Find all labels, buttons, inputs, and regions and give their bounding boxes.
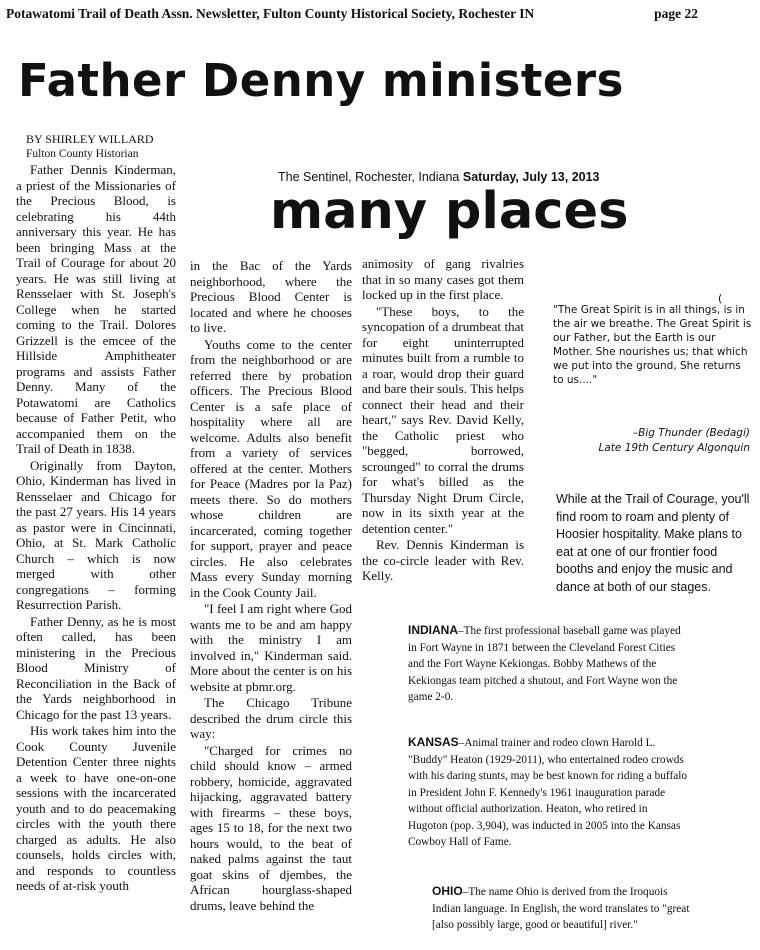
header-text: Potawatomi Trail of Death Assn. Newsletter, Fulton County Historical Society, Rochester IN — [6, 6, 535, 21]
paragraph: Youths come to the center from the neighborhood or are referred there by probation officers. The Precious Blood Center is a safe place of hospitality where all are welcome. Adults also benefit from a variety of services offered at the center. Mothers for Peace (Madres por la Paz) meets there. So do mothers whose children are incarcerated, coming together for support, prayer and peace circles. He also celebrates Mass every Sunday morning in the Cook County Jail. — [190, 336, 352, 600]
quote-attribution — [599, 426, 751, 456]
paragraph: The Chicago Tribune described the drum circle this way: — [190, 695, 352, 741]
headline-line-1: Father Denny ministers — [18, 54, 624, 107]
quote-text: "The Great Spirit is in all things, is in the air we breathe. The Great Spirit is our Father, but the Earth is our Mother. She nourishes us; that which we put into the ground, She returns to us...." — [553, 304, 752, 386]
fact-text: –The first professional baseball game was played in Fort Wayne in 1871 between the Cleveland Forest Cities and the Fort Wayne Kekiongas. Bobby Mathews of the Kekiongas team pitched a shutout, and Fort Wayne won the game 2-0. — [408, 625, 681, 703]
paragraph: Father Dennis Kinderman, a priest of the Missionaries of the Precious Blood, is celebrating his 44th anniversary this year. He has been bringing Mass at the Trail of Courage for about 20 years. He was still living at Rensselaer with St. Joseph's College when he started coming to the Trail. Dolores Grizzell is the emcee of the Hillside Amphitheater programs and assists Father Denny. Many of the Potawatomi are Catholics because of Father Petit, who accompanied them on the Trail of Death in 1838. — [16, 162, 176, 456]
fact-indiana — [408, 622, 688, 706]
fact-state: KANSAS — [408, 735, 459, 749]
byline-role: Fulton County Historian — [26, 148, 139, 160]
paragraph: "These boys, to the syncopation of a drumbeat that for eight uninterrupted minutes built from a rumble to a roar, would drop their guard and bare their souls. This helps connect their head and their heart," says Rev. David Kelly, the Catholic priest who "begged, borrowed, scrounged" to corral the drums for what's billed as the Thursday Night Drum Circle, now in its sixth year at the detention center." — [362, 303, 524, 536]
source-date: Saturday, July 13, 2013 — [462, 170, 600, 184]
paragraph: "Charged for crimes no child should know – armed robbery, homicide, aggravated hijacking, aggravated battery with firearms – these boys, ages 15 to 18, for the next two hours would, to the beat of naked palms against the taut goat skins of djembes, the African hourglass-shaped drums, leave behind the — [190, 742, 352, 913]
quote-author-note: Late 19th Century Algonquin — [598, 442, 750, 454]
fact-state: INDIANA — [408, 623, 458, 637]
fact-kansas — [408, 734, 688, 851]
paragraph: Rev. Dennis Kinderman is the co-circle leader with Rev. Kelly. — [362, 537, 524, 583]
source-line — [278, 170, 600, 184]
quote-author: –Big Thunder (Bedagi) — [632, 427, 750, 439]
trail-of-courage-promo: While at the Trail of Courage, you'll find room to roam and plenty of Hoosier hospitality. Make plans to eat at one of our frontier food booths and enjoy the music and dance at both of our stages. — [556, 492, 750, 594]
fact-ohio — [432, 883, 692, 934]
paragraph: Originally from Dayton, Ohio, Kinderman has lived in Rensselaer and Chicago for the past 27 years. His 14 years as pastor were in Cincinnati, Ohio, at St. Mark Catholic Church – which is now merged with other congregations – forming Resurrection Parish. — [16, 457, 176, 612]
fact-state: OHIO — [432, 884, 463, 898]
fact-text: –The name Ohio is derived from the Iroquois Indian language. In English, the word translates to "great [also possibly large, good or beautiful] river." — [432, 886, 690, 931]
article-column-3 — [362, 256, 524, 585]
paragraph: Father Denny, as he is most often called, has been ministering in the Precious Blood Ministry of Reconciliation in the Back of the Yards neighborhood in Chicago for the past 13 years. — [16, 613, 176, 722]
newsletter-header — [6, 4, 754, 26]
byline: BY SHIRLEY WILLARD — [26, 132, 154, 146]
paragraph: "I feel I am right where God wants me to be and am happy with the ministry I am involved in," Kinderman said. More about the center is on his website at pbmr.org. — [190, 601, 352, 694]
source-publication: The Sentinel, Rochester, Indiana — [278, 170, 460, 184]
paragraph: His work takes him into the Cook County Juvenile Detention Center three nights a week to have one-on-one sessions with the incarcerated youth and to do peacemaking circles with the youth there charged as adults. He also counsels, holds circles with, and responds to countless needs of at-risk youth — [16, 723, 176, 893]
quote-mark: ( — [718, 292, 723, 305]
fact-text: –Animal trainer and rodeo clown Harold L. "Buddy" Heaton (1929-2011), who entertained rodeo crowds with his daring stunts, may be best known for riding a buffalo in President John F. Kennedy's 1961 inauguration parade without official authorization. Heaton, who retired in Hugoton (pop. 3,904), was inducted in 2005 into the Kansas Cowboy Hall of Fame. — [408, 737, 688, 848]
paragraph: animosity of gang rivalries that in so many cases got them locked up in the first place. — [362, 256, 524, 302]
paragraph: in the Bac of the Yards neighborhood, where the Precious Blood Center is located and where he chooses to live. — [190, 258, 352, 335]
headline-line-2: many places — [270, 182, 629, 241]
page-number: page 22 — [654, 6, 698, 21]
article-column-1 — [16, 162, 176, 895]
article-column-2 — [190, 258, 352, 914]
